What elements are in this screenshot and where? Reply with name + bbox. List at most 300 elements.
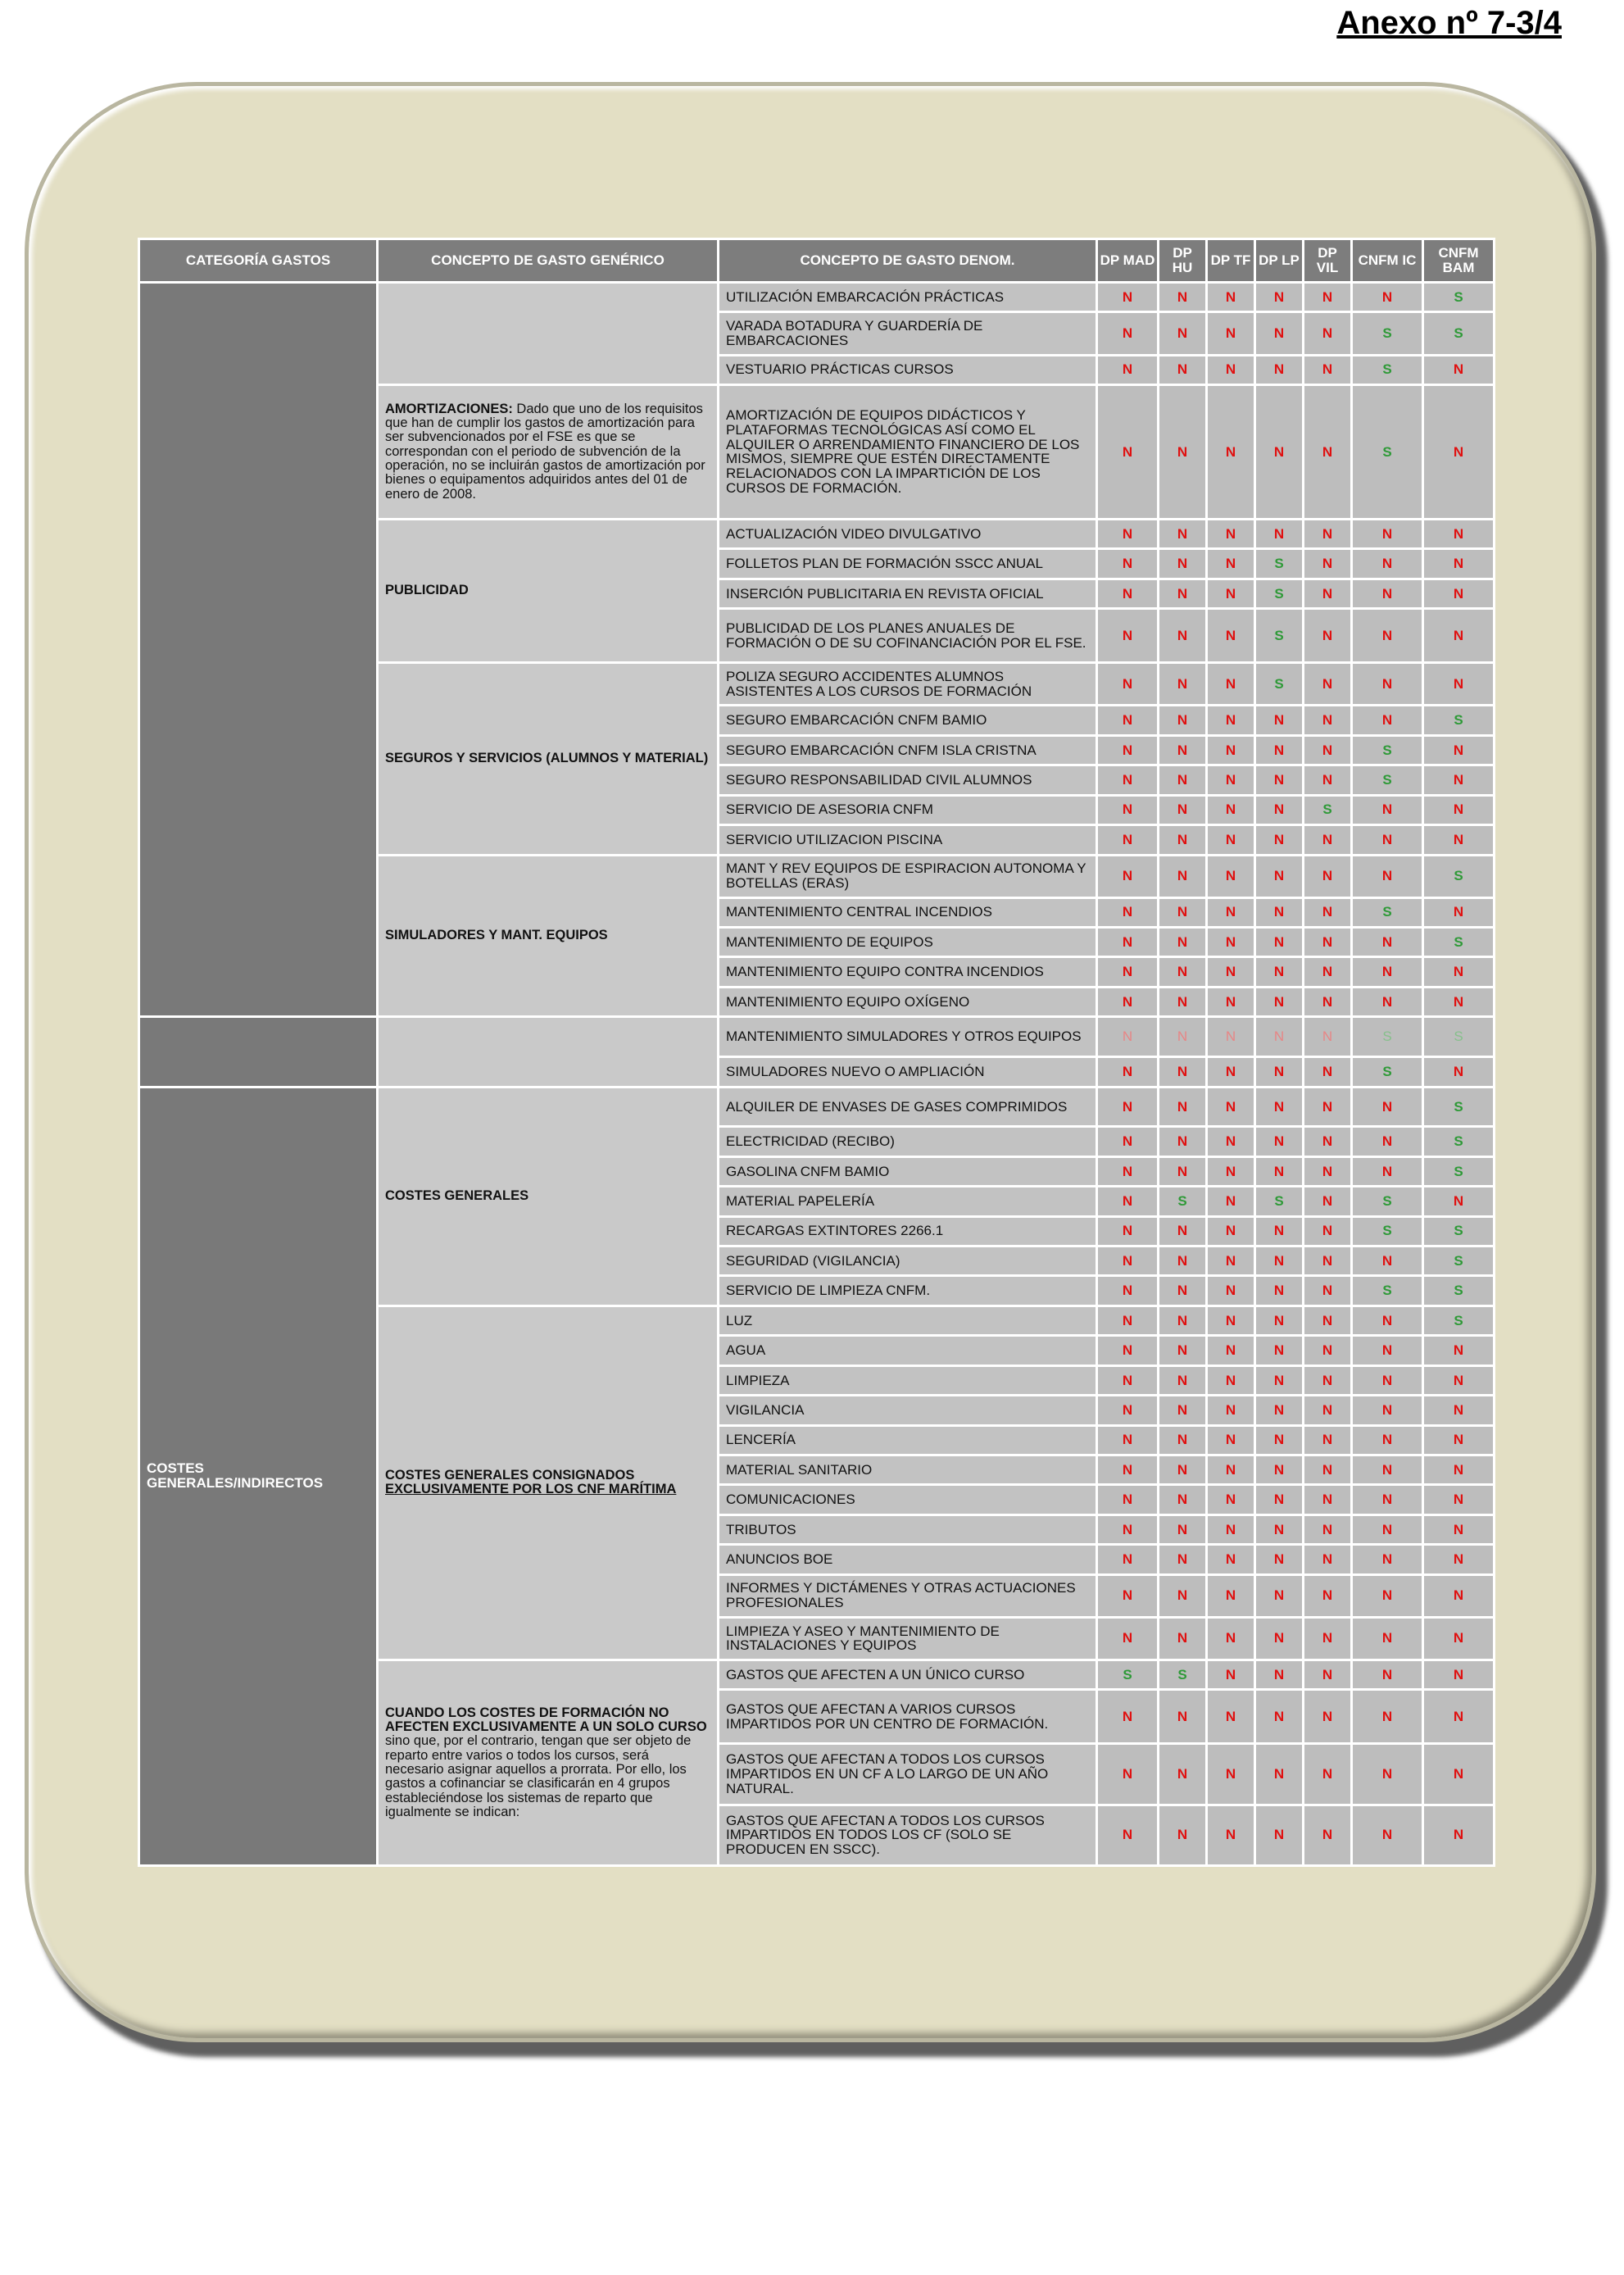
generic-concept-cell (379, 856, 717, 1016)
eligibility-cell: S (1424, 313, 1493, 353)
eligibility-cell: N (1304, 610, 1350, 661)
eligibility-cell: N (1256, 1806, 1302, 1864)
eligibility-cell: N (1256, 706, 1302, 733)
header-cell: CATEGORÍA GASTOS (140, 240, 376, 281)
eligibility-cell: N (1304, 1546, 1350, 1573)
eligibility-cell: N (1159, 1516, 1205, 1543)
generic-concept-cell (379, 386, 717, 518)
eligibility-cell: N (1256, 1456, 1302, 1483)
concept-cell: GASTOS QUE AFECTAN A TODOS LOS CURSOS IMPARTIDOS EN TODOS LOS CF (SOLO SE PRODUCEN EN SSCC). (719, 1806, 1096, 1864)
eligibility-cell: N (1304, 1661, 1350, 1688)
eligibility-cell: N (1353, 1427, 1422, 1454)
eligibility-cell: N (1353, 706, 1422, 733)
eligibility-cell: N (1424, 356, 1493, 384)
eligibility-cell: N (1159, 1691, 1205, 1742)
eligibility-cell: N (1304, 284, 1350, 311)
eligibility-cell: S (1424, 1158, 1493, 1185)
eligibility-cell: N (1208, 520, 1254, 547)
eligibility-cell: N (1353, 1516, 1422, 1543)
eligibility-cell: N (1304, 313, 1350, 353)
eligibility-cell: N (1159, 313, 1205, 353)
eligibility-cell: N (1208, 1546, 1254, 1573)
eligibility-cell: N (1424, 797, 1493, 824)
eligibility-cell: N (1353, 1486, 1422, 1513)
concept-cell: PUBLICIDAD DE LOS PLANES ANUALES DE FORMACIÓN O DE SU COFINANCIACIÓN POR EL FSE. (719, 610, 1096, 661)
eligibility-cell: N (1304, 899, 1350, 926)
eligibility-cell: N (1353, 550, 1422, 577)
eligibility-cell: N (1304, 1247, 1350, 1274)
eligibility-cell: N (1424, 1661, 1493, 1688)
eligibility-cell: N (1353, 580, 1422, 607)
eligibility-cell: N (1424, 1516, 1493, 1543)
eligibility-cell: N (1208, 1158, 1254, 1185)
eligibility-cell: N (1256, 1396, 1302, 1424)
eligibility-cell: N (1159, 856, 1205, 897)
eligibility-cell: N (1256, 1661, 1302, 1688)
eligibility-cell: N (1304, 856, 1350, 897)
eligibility-cell: N (1159, 1367, 1205, 1394)
concept-cell: RECARGAS EXTINTORES 2266.1 (719, 1218, 1096, 1245)
eligibility-cell: N (1256, 766, 1302, 793)
eligibility-cell: N (1208, 1486, 1254, 1513)
eligibility-cell: N (1304, 1218, 1350, 1245)
eligibility-cell: N (1208, 1247, 1254, 1274)
eligibility-cell: N (1098, 797, 1157, 824)
eligibility-cell: N (1159, 1088, 1205, 1126)
eligibility-cell: S (1424, 1218, 1493, 1245)
eligibility-cell: N (1208, 1806, 1254, 1864)
eligibility-cell: N (1159, 610, 1205, 661)
eligibility-cell: N (1353, 1088, 1422, 1126)
concept-cell: SIMULADORES NUEVO O AMPLIACIÓN (719, 1058, 1096, 1085)
eligibility-cell: N (1159, 706, 1205, 733)
concept-cell: FOLLETOS PLAN DE FORMACIÓN SSCC ANUAL (719, 550, 1096, 577)
eligibility-cell: N (1304, 706, 1350, 733)
consignados-a: COSTES GENERALES CONSIGNADOS (385, 1468, 635, 1483)
eligibility-cell: N (1424, 1427, 1493, 1454)
eligibility-cell: N (1098, 1396, 1157, 1424)
eligibility-cell: N (1304, 1158, 1350, 1185)
eligibility-cell: N (1159, 1396, 1205, 1424)
eligibility-cell: N (1353, 1745, 1422, 1803)
eligibility-cell: N (1304, 664, 1350, 704)
concept-cell: MANTENIMIENTO EQUIPO OXÍGENO (719, 988, 1096, 1015)
eligibility-cell: N (1098, 1367, 1157, 1394)
category-cell (140, 1018, 376, 1085)
eligibility-cell: N (1159, 1427, 1205, 1454)
eligibility-cell: N (1208, 1576, 1254, 1616)
eligibility-cell: N (1256, 988, 1302, 1015)
header-cell: DP VIL (1304, 240, 1350, 281)
concept-cell: VARADA BOTADURA Y GUARDERÍA DE EMBARCACIONES (719, 313, 1096, 353)
consignados-b: EXCLUSIVAMENTE POR LOS CNF MARÍTIMA (385, 1482, 677, 1497)
eligibility-cell: N (1159, 284, 1205, 311)
eligibility-cell: N (1098, 386, 1157, 518)
table-body (140, 284, 1493, 1864)
eligibility-cell: N (1208, 958, 1254, 985)
eligibility-cell: N (1304, 929, 1350, 956)
eligibility-cell: N (1256, 737, 1302, 764)
eligibility-cell: N (1208, 1516, 1254, 1543)
eligibility-cell: N (1304, 1516, 1350, 1543)
eligibility-cell: N (1159, 1806, 1205, 1864)
eligibility-cell: N (1424, 1187, 1493, 1215)
concept-cell: ANUNCIOS BOE (719, 1546, 1096, 1573)
eligibility-cell: N (1256, 1247, 1302, 1274)
eligibility-cell: N (1208, 1187, 1254, 1215)
eligibility-cell: N (1098, 1337, 1157, 1364)
eligibility-cell: N (1256, 1158, 1302, 1185)
eligibility-cell: N (1098, 1516, 1157, 1543)
eligibility-cell: N (1159, 929, 1205, 956)
eligibility-cell: N (1304, 1307, 1350, 1334)
eligibility-cell: N (1208, 1619, 1254, 1659)
generic-concept-cell (379, 520, 717, 661)
concept-cell: AGUA (719, 1337, 1096, 1364)
eligibility-cell: N (1304, 1576, 1350, 1616)
eligibility-cell: N (1208, 929, 1254, 956)
concept-cell: ELECTRICIDAD (RECIBO) (719, 1128, 1096, 1155)
concept-cell: VESTUARIO PRÁCTICAS CURSOS (719, 356, 1096, 384)
generic-concept-cell (379, 1307, 717, 1659)
eligibility-cell: N (1098, 1806, 1157, 1864)
eligibility-cell: N (1208, 664, 1254, 704)
generic-concept-cell (379, 664, 717, 853)
concept-cell: MANTENIMIENTO SIMULADORES Y OTROS EQUIPOS (719, 1018, 1096, 1056)
eligibility-cell: N (1304, 1691, 1350, 1742)
concept-cell: LUZ (719, 1307, 1096, 1334)
eligibility-cell: N (1424, 1456, 1493, 1483)
eligibility-cell: N (1353, 284, 1422, 311)
eligibility-cell: N (1098, 988, 1157, 1015)
eligibility-cell: N (1353, 988, 1422, 1015)
eligibility-cell: N (1424, 1546, 1493, 1573)
eligibility-cell: S (1256, 580, 1302, 607)
eligibility-cell: S (1424, 1307, 1493, 1334)
concept-cell: SERVICIO DE LIMPIEZA CNFM. (719, 1277, 1096, 1304)
concept-cell: GASTOS QUE AFECTEN A UN ÚNICO CURSO (719, 1661, 1096, 1688)
eligibility-cell: N (1159, 1456, 1205, 1483)
header-cell: CNFM BAM (1424, 240, 1493, 281)
eligibility-cell: N (1256, 1218, 1302, 1245)
eligibility-cell: N (1256, 1691, 1302, 1742)
eligibility-cell: N (1256, 356, 1302, 384)
category-label: COSTES GENERALES/INDIRECTOS (147, 1460, 324, 1492)
eligibility-cell: N (1159, 664, 1205, 704)
eligibility-cell: N (1304, 1058, 1350, 1085)
eligibility-cell: N (1208, 1661, 1254, 1688)
generic-label: SEGUROS Y SERVICIOS (ALUMNOS Y MATERIAL) (385, 751, 709, 766)
eligibility-cell: S (1159, 1661, 1205, 1688)
eligibility-cell: N (1424, 958, 1493, 985)
concept-cell: AMORTIZACIÓN DE EQUIPOS DIDÁCTICOS Y PLATAFORMAS TECNOLÓGICAS ASÍ COMO EL ALQUILER O ARRENDAMIENTO FINANCIERO DE LOS MISMOS, SIEMPRE QUE ESTÉN DIRECTAMENTE RELACIONADOS CON LA IMPARTICIÓN DE LOS CURSOS DE FORMACIÓN. (719, 386, 1096, 518)
eligibility-cell: N (1304, 1088, 1350, 1126)
eligibility-cell: N (1098, 1456, 1157, 1483)
eligibility-cell: N (1208, 610, 1254, 661)
eligibility-cell: N (1159, 766, 1205, 793)
table-row (140, 1088, 1493, 1126)
eligibility-cell: N (1353, 520, 1422, 547)
eligibility-cell: N (1159, 988, 1205, 1015)
eligibility-cell: N (1304, 1337, 1350, 1364)
concept-cell: MANTENIMIENTO CENTRAL INCENDIOS (719, 899, 1096, 926)
eligibility-cell: S (1353, 313, 1422, 353)
concept-cell: POLIZA SEGURO ACCIDENTES ALUMNOS ASISTENTES A LOS CURSOS DE FORMACIÓN (719, 664, 1096, 704)
eligibility-cell: S (1256, 610, 1302, 661)
generic-label: SIMULADORES Y MANT. EQUIPOS (385, 928, 608, 943)
eligibility-cell: S (1424, 284, 1493, 311)
eligibility-cell: S (1424, 929, 1493, 956)
eligibility-cell: N (1256, 1745, 1302, 1803)
amortizaciones-text: Dado que uno de los requisitos que han de cumplir los gastos de amortización para ser subvencionados por el FSE es que se correspondan con el periodo de subvención de la operación, no se incluirán gastos de amortización por bienes o equipamentos adquiridos antes del 01 de enero de 2008. (385, 401, 705, 502)
eligibility-cell: N (1098, 610, 1157, 661)
eligibility-cell: N (1098, 706, 1157, 733)
generic-concept-cell (379, 284, 717, 384)
eligibility-cell: N (1256, 1486, 1302, 1513)
eligibility-cell: N (1256, 958, 1302, 985)
concept-cell: INFORMES Y DICTÁMENES Y OTRAS ACTUACIONES PROFESIONALES (719, 1576, 1096, 1616)
header-cell: DP LP (1256, 240, 1302, 281)
eligibility-cell: N (1304, 1018, 1350, 1056)
eligibility-cell: N (1424, 1337, 1493, 1364)
eligibility-cell: N (1208, 1396, 1254, 1424)
eligibility-cell: N (1353, 826, 1422, 853)
eligibility-cell: N (1208, 1337, 1254, 1364)
eligibility-cell: N (1256, 520, 1302, 547)
eligibility-cell: N (1098, 1307, 1157, 1334)
eligibility-cell: N (1159, 1486, 1205, 1513)
concept-cell: MATERIAL SANITARIO (719, 1456, 1096, 1483)
eligibility-cell: N (1304, 988, 1350, 1015)
eligibility-cell: N (1208, 797, 1254, 824)
eligibility-cell: N (1098, 1486, 1157, 1513)
eligibility-cell: N (1256, 797, 1302, 824)
eligibility-cell: N (1159, 1277, 1205, 1304)
eligibility-cell: N (1098, 356, 1157, 384)
eligibility-cell: S (1353, 1187, 1422, 1215)
concept-cell: SEGURO EMBARCACIÓN CNFM BAMIO (719, 706, 1096, 733)
eligibility-cell: N (1256, 1619, 1302, 1659)
eligibility-cell: N (1424, 737, 1493, 764)
eligibility-cell: N (1304, 1745, 1350, 1803)
eligibility-cell: N (1424, 610, 1493, 661)
eligibility-cell: N (1098, 1058, 1157, 1085)
eligibility-cell: N (1159, 1218, 1205, 1245)
eligibility-cell: N (1098, 313, 1157, 353)
eligibility-cell: N (1304, 826, 1350, 853)
eligibility-cell: N (1256, 284, 1302, 311)
eligibility-cell: N (1098, 1576, 1157, 1616)
eligibility-cell: N (1424, 1576, 1493, 1616)
eligibility-cell: N (1353, 1247, 1422, 1274)
eligibility-cell: N (1159, 797, 1205, 824)
concept-cell: SERVICIO UTILIZACION PISCINA (719, 826, 1096, 853)
eligibility-cell: N (1256, 929, 1302, 956)
concept-cell: VIGILANCIA (719, 1396, 1096, 1424)
eligibility-cell: N (1424, 664, 1493, 704)
eligibility-cell: N (1424, 899, 1493, 926)
eligibility-cell: S (1353, 386, 1422, 518)
eligibility-cell: N (1159, 356, 1205, 384)
eligibility-cell: N (1098, 1427, 1157, 1454)
eligibility-cell: N (1353, 1158, 1422, 1185)
eligibility-cell: N (1208, 1367, 1254, 1394)
eligibility-cell: N (1208, 988, 1254, 1015)
eligibility-cell: N (1098, 856, 1157, 897)
eligibility-cell: N (1208, 706, 1254, 733)
eligibility-cell: N (1159, 826, 1205, 853)
eligibility-cell: N (1353, 856, 1422, 897)
eligibility-cell: N (1304, 737, 1350, 764)
eligibility-cell: N (1424, 520, 1493, 547)
eligibility-cell: N (1098, 284, 1157, 311)
header-cell: CONCEPTO DE GASTO GENÉRICO (379, 240, 717, 281)
eligibility-cell: N (1208, 1058, 1254, 1085)
eligibility-cell: N (1159, 1619, 1205, 1659)
eligibility-cell: N (1304, 1128, 1350, 1155)
concept-cell: GASTOS QUE AFECTAN A TODOS LOS CURSOS IMPARTIDOS EN UN CF A LO LARGO DE UN AÑO NATURAL. (719, 1745, 1096, 1803)
eligibility-cell: N (1424, 1486, 1493, 1513)
table-row (140, 284, 1493, 311)
concept-cell: GASOLINA CNFM BAMIO (719, 1158, 1096, 1185)
eligibility-cell: N (1208, 1427, 1254, 1454)
eligibility-cell: N (1159, 1745, 1205, 1803)
eligibility-cell: N (1208, 856, 1254, 897)
eligibility-cell: N (1353, 1661, 1422, 1688)
eligibility-cell: N (1353, 1806, 1422, 1864)
concept-cell: SEGURIDAD (VIGILANCIA) (719, 1247, 1096, 1274)
eligibility-cell: N (1208, 1745, 1254, 1803)
concept-cell: LENCERÍA (719, 1427, 1096, 1454)
eligibility-cell: N (1424, 1367, 1493, 1394)
eligibility-cell: N (1159, 899, 1205, 926)
eligibility-cell: N (1159, 1337, 1205, 1364)
eligibility-cell: N (1353, 1619, 1422, 1659)
eligibility-cell: N (1208, 1277, 1254, 1304)
eligibility-cell: N (1208, 1691, 1254, 1742)
eligibility-cell: N (1353, 664, 1422, 704)
eligibility-cell: N (1159, 1576, 1205, 1616)
eligibility-cell: N (1098, 766, 1157, 793)
eligibility-cell: N (1098, 1546, 1157, 1573)
eligibility-cell: S (1256, 1187, 1302, 1215)
eligibility-cell: N (1159, 386, 1205, 518)
concept-cell: LIMPIEZA Y ASEO Y MANTENIMIENTO DE INSTALACIONES Y EQUIPOS (719, 1619, 1096, 1659)
eligibility-cell: N (1208, 1218, 1254, 1245)
eligibility-cell: N (1159, 737, 1205, 764)
eligibility-cell: N (1256, 1367, 1302, 1394)
concept-cell: MATERIAL PAPELERÍA (719, 1187, 1096, 1215)
eligibility-cell: N (1304, 1619, 1350, 1659)
eligibility-cell: N (1256, 1018, 1302, 1056)
eligibility-cell: S (1098, 1661, 1157, 1688)
eligibility-cell: N (1424, 1058, 1493, 1085)
eligibility-cell: N (1304, 520, 1350, 547)
eligibility-cell: N (1353, 1546, 1422, 1573)
eligibility-cell: N (1304, 580, 1350, 607)
eligibility-cell: N (1208, 737, 1254, 764)
eligibility-cell: N (1424, 826, 1493, 853)
eligibility-cell: N (1304, 1396, 1350, 1424)
eligibility-cell: N (1424, 386, 1493, 518)
eligibility-cell: S (1353, 1218, 1422, 1245)
eligibility-cell: N (1304, 766, 1350, 793)
eligibility-cell: N (1304, 386, 1350, 518)
concept-cell: COMUNICACIONES (719, 1486, 1096, 1513)
eligibility-cell: N (1159, 1546, 1205, 1573)
concept-cell: SERVICIO DE ASESORIA CNFM (719, 797, 1096, 824)
eligibility-cell: N (1304, 1806, 1350, 1864)
eligibility-cell: N (1208, 1018, 1254, 1056)
table-container (138, 238, 1491, 1867)
eligibility-cell: N (1424, 1806, 1493, 1864)
eligibility-cell: N (1424, 1396, 1493, 1424)
eligibility-cell: N (1208, 826, 1254, 853)
eligibility-cell: N (1424, 988, 1493, 1015)
eligibility-cell: N (1424, 580, 1493, 607)
eligibility-cell: N (1304, 1277, 1350, 1304)
eligibility-cell: N (1098, 1218, 1157, 1245)
eligibility-cell: N (1098, 1247, 1157, 1274)
eligibility-cell: N (1098, 958, 1157, 985)
table-row (140, 1018, 1493, 1056)
eligibility-cell: N (1208, 1128, 1254, 1155)
eligibility-cell: N (1304, 356, 1350, 384)
generic-concept-cell (379, 1018, 717, 1085)
eligibility-cell: S (1353, 356, 1422, 384)
annex-title: Anexo nº 7-3/4 (1336, 5, 1562, 41)
eligibility-cell: N (1208, 899, 1254, 926)
eligibility-cell: N (1304, 1367, 1350, 1394)
category-cell (140, 1088, 376, 1864)
eligibility-cell: N (1304, 958, 1350, 985)
concept-cell: INSERCIÓN PUBLICITARIA EN REVISTA OFICIAL (719, 580, 1096, 607)
eligibility-cell: N (1098, 520, 1157, 547)
eligibility-cell: N (1256, 1576, 1302, 1616)
concept-cell: MANT Y REV EQUIPOS DE ESPIRACION AUTONOMA Y BOTELLAS (ERAS) (719, 856, 1096, 897)
eligibility-cell: N (1098, 1691, 1157, 1742)
eligibility-cell: N (1353, 1307, 1422, 1334)
eligibility-cell: N (1098, 1018, 1157, 1056)
eligibility-cell: N (1256, 1337, 1302, 1364)
eligibility-cell: N (1256, 1128, 1302, 1155)
eligibility-cell: N (1353, 1691, 1422, 1742)
eligibility-cell: S (1424, 1277, 1493, 1304)
eligibility-cell: N (1098, 899, 1157, 926)
eligibility-cell: N (1353, 1367, 1422, 1394)
expenses-table (138, 238, 1495, 1867)
prorrata-bold: CUANDO LOS COSTES DE FORMACIÓN NO AFECTEN EXCLUSIVAMENTE A UN SOLO CURSO (385, 1705, 707, 1735)
eligibility-cell: N (1159, 550, 1205, 577)
eligibility-cell: N (1353, 929, 1422, 956)
eligibility-cell: N (1098, 826, 1157, 853)
eligibility-cell: N (1159, 1018, 1205, 1056)
eligibility-cell: N (1256, 1058, 1302, 1085)
generic-label: COSTES GENERALES (385, 1188, 529, 1204)
eligibility-cell: N (1159, 1307, 1205, 1334)
eligibility-cell: N (1208, 1307, 1254, 1334)
eligibility-cell: N (1208, 1088, 1254, 1126)
eligibility-cell: N (1353, 1396, 1422, 1424)
eligibility-cell: N (1098, 1619, 1157, 1659)
eligibility-cell: N (1256, 856, 1302, 897)
eligibility-cell: N (1159, 520, 1205, 547)
eligibility-cell: S (1256, 550, 1302, 577)
eligibility-cell: N (1353, 797, 1422, 824)
header-row (140, 240, 1493, 281)
category-cell (140, 284, 376, 1015)
eligibility-cell: N (1208, 550, 1254, 577)
